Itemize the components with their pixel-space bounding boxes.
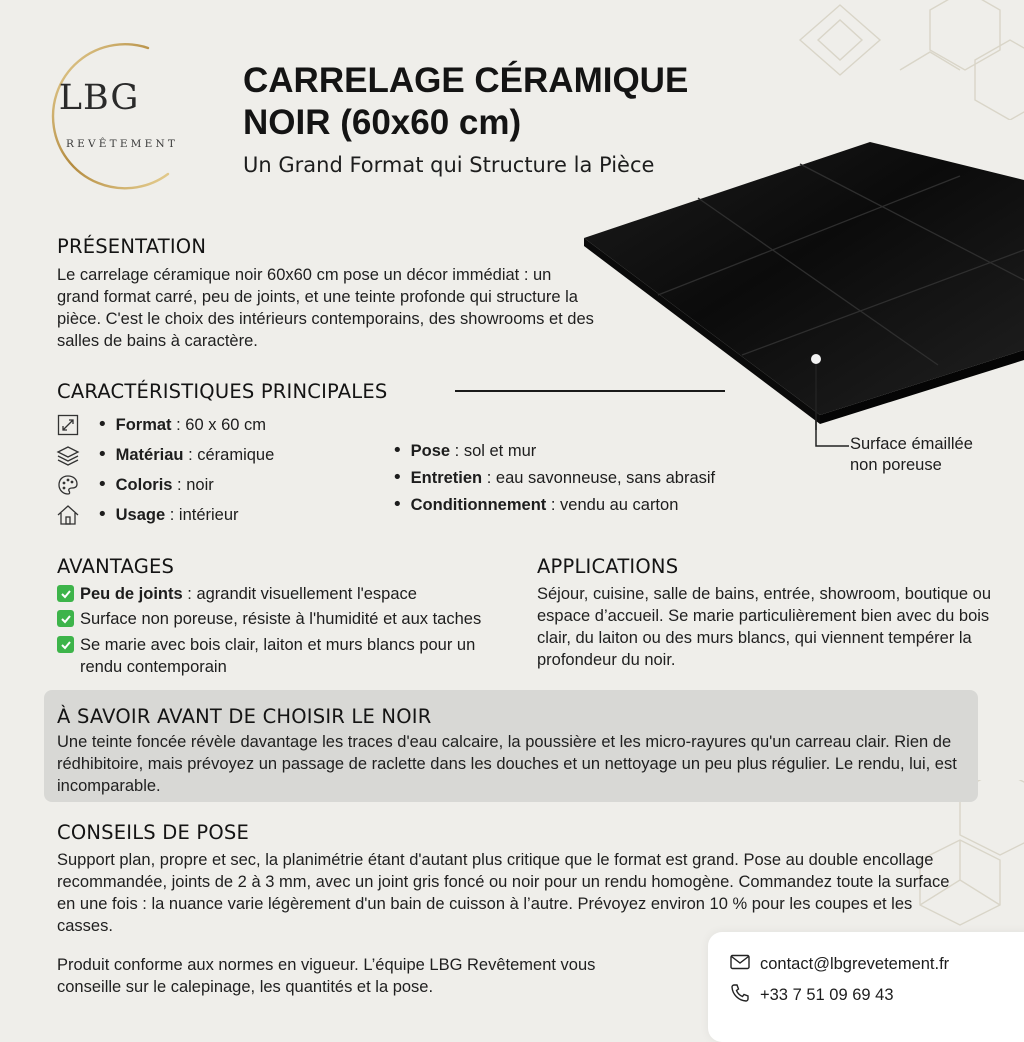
bullet: • (97, 414, 108, 435)
callout-dot (811, 354, 821, 364)
bullet: • (392, 467, 403, 488)
presentation-text: Le carrelage céramique noir 60x60 cm pose un décor immédiat : un grand format carré, peu de joints, et une teinte profonde qui structure la pièce. C'est le choix des intérieurs contemporains, des showrooms et des salles de bains à caractère. (57, 266, 594, 350)
feature-label: Format (115, 415, 172, 434)
advantage-text: Se marie avec bois clair, laiton et murs blancs pour un rendu contemporain (80, 636, 476, 676)
feature-format (55, 412, 266, 438)
characteristics-heading: CARACTÉRISTIQUES PRINCIPALES (57, 380, 388, 403)
feature-label: Coloris (115, 475, 173, 494)
feature-value: : vendu au carton (546, 495, 679, 514)
feature-packaging (392, 492, 678, 518)
feature-label: Usage (115, 505, 166, 524)
bullet: • (97, 504, 108, 525)
check-icon (57, 610, 74, 627)
feature-value: : noir (172, 475, 214, 494)
presentation-heading: PRÉSENTATION (57, 235, 207, 258)
advantages-heading: AVANTAGES (57, 555, 175, 578)
installation-heading: CONSEILS DE POSE (57, 821, 249, 844)
feature-installation (392, 438, 536, 464)
advantage-item (57, 583, 527, 605)
feature-label: Entretien (410, 468, 483, 487)
bullet: • (392, 494, 403, 515)
check-icon (57, 636, 74, 653)
feature-value: : intérieur (165, 505, 239, 524)
layers-icon (55, 442, 81, 468)
mail-icon (730, 954, 750, 974)
feature-value: : eau savonneuse, sans abrasif (482, 468, 716, 487)
feature-material (55, 442, 274, 468)
title-line-1: CARRELAGE CÉRAMIQUE (243, 61, 689, 100)
feature-label: Pose (410, 441, 451, 460)
palette-icon (55, 472, 81, 498)
house-icon (55, 502, 81, 528)
tile-product-image (580, 140, 1024, 430)
feature-maintenance (392, 465, 715, 491)
phone-icon (730, 983, 750, 1007)
tile-callout-label: Surface émaillée non poreuse (850, 435, 973, 474)
notice-heading: À SAVOIR AVANT DE CHOISIR LE NOIR (57, 705, 432, 728)
contact-email-text[interactable]: contact@lbgrevetement.fr (760, 954, 950, 973)
check-icon (57, 585, 74, 602)
advantage-item (57, 608, 527, 630)
feature-value: : céramique (183, 445, 275, 464)
feature-usage (55, 502, 239, 528)
feature-color (55, 472, 214, 498)
contact-phone-text[interactable]: +33 7 51 09 69 43 (760, 985, 894, 1004)
advantage-text: Surface non poreuse, résiste à l'humidité et aux taches (80, 610, 482, 628)
feature-value: : 60 x 60 cm (171, 415, 267, 434)
bullet: • (97, 444, 108, 465)
logo-text: LBG (58, 78, 140, 118)
applications-text: Séjour, cuisine, salle de bains, entrée, showroom, boutique ou espace d’accueil. Se marie particulièrement bien avec du bois clair, du laiton ou des murs blancs, qui viennent tempérer la profondeur du noir. (537, 585, 992, 669)
decorative-pattern (780, 0, 1024, 120)
contact-phone[interactable] (730, 983, 894, 1007)
page-title (243, 60, 803, 144)
bullet: • (97, 474, 108, 495)
installation-text: Support plan, propre et sec, la planimétrie étant d'autant plus critique que le format est grand. Pose au double encollage recommandée, joints de 2 à 3 mm, avec un joint gris foncé ou noir pour un rendu homogène. Commandez toute la surface en une fois : la nuance varie légèrement d'un bain de cuisson à l’autre. Prévoyez environ 10 % pour les coupes et les casses. (57, 851, 950, 935)
logo-subtitle: REVÊTEMENT (66, 138, 179, 150)
title-line-2: NOIR (60x60 cm) (243, 103, 522, 142)
advantage-bold: Peu de joints (80, 585, 183, 603)
footer-note: Produit conforme aux normes en vigueur. L’équipe LBG Revêtement vous conseille sur le calepinage, les quantités et la pose. (57, 956, 596, 996)
contact-email[interactable] (730, 954, 949, 974)
advantage-item (57, 634, 507, 678)
dimensions-icon (55, 412, 81, 438)
bullet: • (392, 440, 403, 461)
section-divider (455, 390, 725, 392)
notice-text: Une teinte foncée révèle davantage les traces d'eau calcaire, la poussière et les micro-rayures qu'un carreau clair. Rien de rédhibitoire, mais prévoyez un passage de raclette dans les douches et un nettoyage un peu plus régulier. Le rendu, lui, est incomparable. (57, 733, 957, 795)
feature-label: Matériau (115, 445, 184, 464)
feature-value: : sol et mur (450, 441, 537, 460)
feature-label: Conditionnement (410, 495, 547, 514)
page-subtitle: Un Grand Format qui Structure la Pièce (243, 153, 655, 177)
applications-heading: APPLICATIONS (537, 555, 679, 578)
advantage-text: : agrandit visuellement l'espace (182, 585, 417, 603)
